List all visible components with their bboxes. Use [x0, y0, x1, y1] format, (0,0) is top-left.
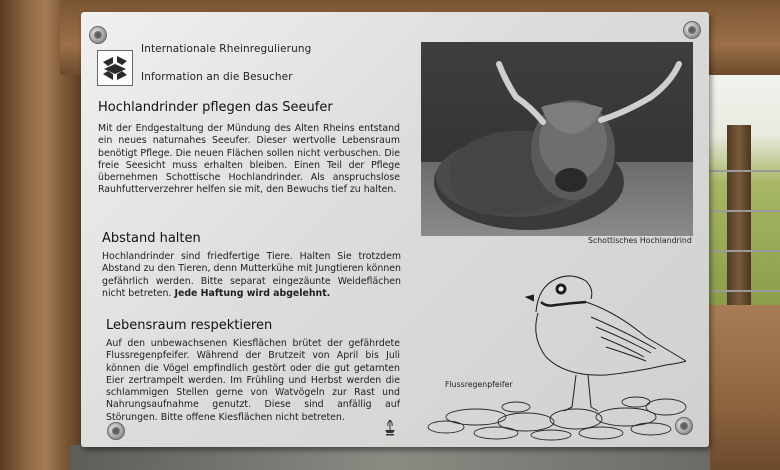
bird-caption: Flussregenpfeifer — [445, 380, 513, 389]
plover-illustration — [416, 257, 696, 442]
fence-wire — [705, 170, 780, 172]
section-heading: Abstand halten — [102, 231, 201, 246]
fence-post — [727, 125, 751, 325]
gravel-ground — [70, 445, 710, 470]
wooden-rail — [705, 305, 780, 470]
highland-cattle-photo — [421, 42, 693, 236]
section-text: Auf den unbewachsenen Kiesflächen brütet der gefährdete Flussregenpfeifer. Während der Brutzeit von April bis Juli können die Vögel empfindlich gestört oder die gut getarnten Eier zertrampelt werden. Im Frühling und Herbst werden die schlammigen Stellen gerne von Watvögeln zur Rast und Nahrungsaufnahme genutzt. Diese sind anfällig auf Störungen. Bitte offene Kiesflächen nicht betreten. — [106, 338, 400, 423]
section-heading: Lebensraum respektieren — [106, 318, 273, 333]
fence-wire — [705, 290, 780, 292]
liability-notice: Jede Haftung wird abgelehnt. — [174, 287, 331, 299]
section-text: Mit der Endgestaltung der Mündung des Alten Rheins entstand ein neues naturnahes Seeufer. Dieser wertvolle Lebensraum benötigt Pflege. Die neuen Flächen sollen nicht verbuschen. Die freie Seesicht muss erhalten bleiben. Einen Teil der Pflege übernehmen Schottische Hochlandrinder. Als anspruchslose Rauhfutterverzehrer helfen sie mit, den Bewuchs tief zu halten. — [98, 123, 400, 196]
fountain-icon — [383, 418, 397, 436]
organization-subtitle: Information an die Besucher — [141, 71, 293, 83]
section-text — [102, 251, 401, 300]
irr-logo-icon — [97, 50, 133, 86]
fence-wire — [705, 210, 780, 212]
photo-caption: Schottisches Hochlandrind — [588, 236, 692, 245]
organization-name: Internationale Rheinregulierung — [141, 43, 312, 55]
screw-icon — [683, 21, 701, 39]
section-heading: Hochlandrinder pflegen das Seeufer — [98, 100, 333, 115]
screw-icon — [107, 422, 125, 440]
fence-wire — [705, 250, 780, 252]
information-sign — [81, 12, 709, 447]
section-text-body: Hochlandrinder sind friedfertige Tiere. Halten Sie trotzdem Abstand zu den Tieren, denn Mutterkühe mit Jungtieren können gefährlich werden. Bitte separat eingezäunte Weideflächen nicht betreten. — [102, 251, 401, 299]
screw-icon — [89, 26, 107, 44]
